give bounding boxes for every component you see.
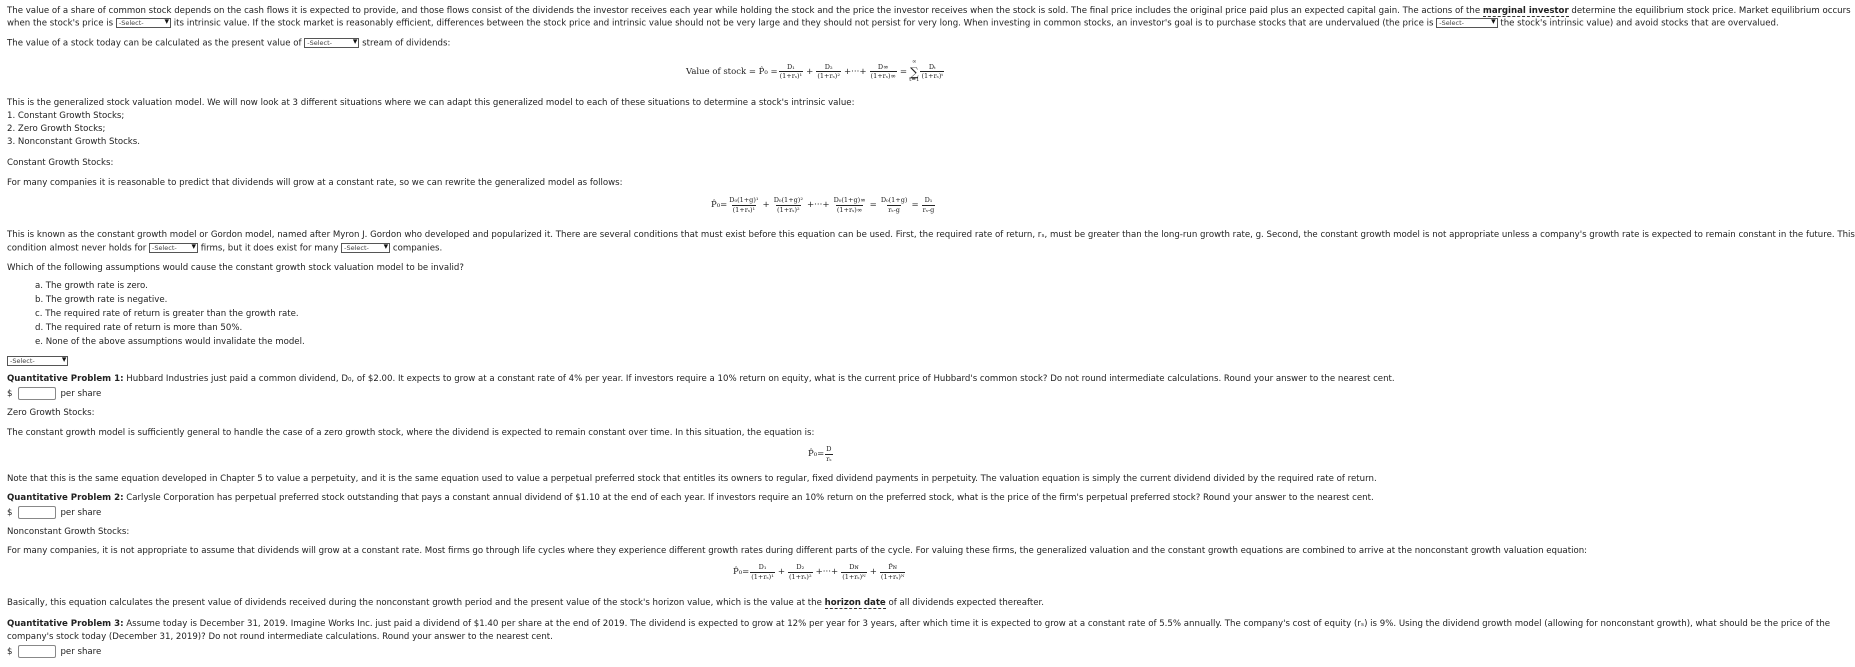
intro-text: the stock's intrinsic value) and avoid stocks that are overvalued.	[1500, 18, 1779, 29]
q1-text: Hubbard Industries just paid a common dividend, D₀, of $2.00. It expects to grow at a constant rate of 4% per year. If investors require a 10% return on equity, what is the current price of Hubbard's common stock? Do not round intermediate calculations. Round your answer to the nearest cent.	[126, 374, 1395, 384]
nonconstant-growth-formula: P̂₀= $\frac{\text{D₁}}{\text{(1+rₛ)¹}}$ + $\frac{\text{D₂}}{\text{(1+rₛ)²}}$ +···+ $\frac{\text{Dɴ}}{\text{(1+rₛ)ᴺ}}$ + $\frac{\text{P̂ɴ}}{\text{(1+rₛ)ᴺ}}$	[733, 563, 905, 581]
q3-text: Assume today is December 31, 2019. Imagine Works Inc. just paid a dividend of $1.40 per share at the end of 2019. The dividend is expected to grow at 12% per year for 3 years, after which time it is expected to grow at a constant rate of 5.5% annually. The company's cost of equity (rₛ) is 9%. Using the dividend growth model (allowing for nonconstant growth), what should be the price of the	[126, 619, 1831, 629]
zero-growth-heading: Zero Growth Stocks:	[7, 408, 95, 418]
firm-type-select-2[interactable]: -Select- ▾	[341, 243, 390, 253]
sigma-symbol: ∞ ∑ t=1	[909, 59, 920, 83]
chevron-down-icon: ▾	[164, 17, 170, 27]
fraction: $\frac{\text{D₁}}{\text{(1+rₛ)¹}}$	[779, 62, 803, 80]
fraction: $\frac{\text{D₁}}{\text{rₛ-g}}$	[922, 196, 935, 214]
formula-label: Value of stock = P̂₀ =	[686, 66, 778, 77]
intro-line-2	[7, 18, 1779, 29]
fraction: $\frac{\text{Dₜ}}{\text{(1+rₛ)ᵗ}}$	[921, 62, 944, 80]
zero-growth-intro: The constant growth model is sufficiently general to handle the case of a zero growth stock, where the dividend is expected to remain constant over time. In this situation, the equation is:	[7, 428, 815, 438]
answer-option: e. None of the above assumptions would invalidate the model.	[35, 337, 305, 347]
unit-label: per share	[60, 507, 102, 518]
list-item: 2. Zero Growth Stocks;	[7, 124, 106, 134]
q2-label: Quantitative Problem 2:	[7, 493, 124, 503]
intro-text: The value of a share of common stock depends on the cash flows it is expected to provide, and those flows consist of the dividends the investor receives each year while holding the stock and the price the investor receives when the stock is sold. The final price includes the original price paid plus an expected capital gain. The actions of the	[7, 6, 1481, 16]
fraction: $\frac{\text{D₀(1+g)¹}}{\text{(1+rₛ)¹}}$	[729, 196, 759, 214]
nonconstant-growth-intro: For many companies, it is not appropriate to assume that dividends will grow at a constant rate. Most firms go through life cycles where they experience different growth rates during different parts of the cycle. For valuing these firms, the generalized valuation and the constant growth equations are combined to arrive at the nonconstant growth valuation equation:	[7, 546, 1588, 556]
constant-growth-heading: Constant Growth Stocks:	[7, 158, 114, 168]
fraction: $\frac{\text{D₂}}{\text{(1+rₛ)²}}$	[817, 62, 840, 80]
answer-select[interactable]: -Select- ▾	[7, 356, 68, 366]
chevron-down-icon: ▾	[352, 37, 358, 47]
gordon-text: This is known as the constant growth model or Gordon model, named after Myron J. Gordon who developed and popularized it. There are several conditions that must exist before this equation can be used. First, the required rate of return, rₛ, must be greater than the long-run growth rate, g. Second, the constant growth model is not appropriate unless a company's growth rate is expected to remain constant in the future. This	[7, 230, 1855, 240]
price-vs-value-select[interactable]: -Select- ▾	[116, 18, 171, 28]
gordon-line-2	[7, 243, 442, 254]
q3-answer-row	[7, 645, 101, 658]
currency-symbol: $	[7, 646, 13, 657]
zero-growth-note: Note that this is the same equation developed in Chapter 5 to value a perpetuity, and it is the same equation used to value a perpetual preferred stock that entitles its owners to regular, fixed dividend payments in perpetuity. The valuation equation is simply the current dividend divided by the required rate of return.	[7, 474, 1377, 484]
firm-type-select-1[interactable]: -Select- ▾	[149, 243, 198, 253]
constant-growth-intro: For many companies it is reasonable to predict that dividends will grow at a constant rate, so we can rewrite the generalized model as follows:	[7, 178, 623, 188]
intro-text: its intrinsic value. If the stock market is reasonably efficient, differences between the stock price and intrinsic value should not be very large and they should not persist for very long. When investing in common stocks, an investor's goal is to purchase stocks that are undervalued (the price is	[173, 18, 1434, 29]
basically-row	[7, 598, 1044, 608]
pv-line	[7, 38, 450, 49]
list-item: 3. Nonconstant Growth Stocks.	[7, 137, 140, 147]
gordon-text: companies.	[392, 243, 443, 254]
chevron-down-icon: ▾	[1491, 17, 1496, 27]
fraction: $\frac{\text{D₁}}{\text{(1+rₛ)¹}}$	[751, 563, 774, 581]
intro-text: determine the equilibrium stock price. Market equilibrium occurs	[1571, 6, 1851, 16]
fraction: $\frac{\text{D₀(1+g)∞}}{\text{(1+rₛ)∞}}$	[833, 196, 866, 214]
horizon-date-term[interactable]: horizon date	[824, 598, 886, 608]
answer-select-row	[7, 356, 68, 367]
q2-price-input[interactable]	[18, 506, 56, 519]
unit-label: per share	[60, 646, 102, 657]
fraction: $\frac{\text{D₀(1+g)}}{\text{rₛ-g}}$	[880, 196, 908, 214]
fraction: $\frac{\text{Dɴ}}{\text{(1+rₛ)ᴺ}}$	[842, 563, 866, 581]
fraction: $\frac{\text{P̂ɴ}}{\text{(1+rₛ)ᴺ}}$	[880, 563, 905, 581]
gordon-text: condition almost never holds for	[7, 243, 147, 254]
q1-text-row	[7, 374, 1395, 384]
currency-symbol: $	[7, 507, 13, 518]
chevron-down-icon: ▾	[383, 242, 389, 252]
answer-option: d. The required rate of return is more than 50%.	[35, 323, 243, 333]
gordon-text: firms, but it does exist for many	[200, 243, 339, 254]
currency-symbol: $	[7, 388, 13, 399]
fraction: $\frac{\text{D₂}}{\text{(1+rₛ)²}}$	[789, 563, 812, 581]
q3-price-input[interactable]	[18, 645, 56, 658]
fraction: $\frac{D}{\text{rₛ}}$	[826, 445, 832, 463]
fraction: $\frac{D\infty}{\text{(1+rₛ)∞}}$	[870, 62, 896, 80]
question-text: Which of the following assumptions would cause the constant growth stock valuation model to be invalid?	[7, 263, 464, 273]
unit-label: per share	[60, 388, 102, 399]
generalized-valuation-formula: Value of stock = P̂₀ = $\frac{\text{D₁}}{\text{(1+rₛ)¹}}$ + $\frac{\text{D₂}}{\text{(1+rₛ)²}}$ +···+ $\frac{D\infty}{\text{(1+rₛ)∞}}$ = ∞ ∑ t=1 $\frac{\text{Dₜ}}{\text{(1+rₛ)ᵗ}}$	[686, 59, 944, 83]
undervalued-select[interactable]: -Select- ▾	[1436, 18, 1497, 28]
q3-text: company's stock today (December 31, 2019)? Do not round intermediate calculations. Round your answer to the nearest cent.	[7, 632, 553, 642]
q1-price-input[interactable]	[18, 387, 56, 400]
list-item: 1. Constant Growth Stocks;	[7, 111, 125, 121]
q2-answer-row	[7, 506, 101, 519]
q1-answer-row	[7, 387, 101, 400]
q3-label: Quantitative Problem 3:	[7, 619, 124, 629]
dividend-stream-select[interactable]: -Select- ▾	[304, 38, 359, 48]
generalized-intro: This is the generalized stock valuation model. We will now look at 3 different situations where we can adapt this generalized model to each of these situations to determine a stock's intrinsic value:	[7, 98, 855, 108]
q2-text: Carlysle Corporation has perpetual preferred stock outstanding that pays a constant annual dividend of $1.10 at the end of each year. If investors require an 10% return on the preferred stock, what is the price of the firm's perpetual preferred stock? Round your answer to the nearest cent.	[126, 493, 1374, 503]
intro-line-1	[7, 6, 1851, 16]
basically-text: Basically, this equation calculates the present value of dividends received during the nonconstant growth period and the present value of the stock's horizon value, which is the value at the	[7, 598, 822, 608]
intro-text: when the stock's price is	[7, 18, 114, 29]
zero-growth-formula: P̂₀= $\frac{D}{\text{rₛ}}$	[808, 445, 832, 463]
answer-option: b. The growth rate is negative.	[35, 295, 168, 305]
fraction: $\frac{\text{D₀(1+g)²}}{\text{(1+rₛ)²}}$	[773, 196, 803, 214]
pv-text: stream of dividends:	[362, 38, 451, 49]
marginal-investor-term[interactable]: marginal investor	[1482, 6, 1569, 16]
q2-text-row	[7, 493, 1374, 503]
q3-text-row	[7, 619, 1830, 629]
nonconstant-growth-heading: Nonconstant Growth Stocks:	[7, 527, 130, 537]
constant-growth-formula: P̂₀= $\frac{\text{D₀(1+g)¹}}{\text{(1+rₛ)¹}}$ + $\frac{\text{D₀(1+g)²}}{\text{(1+rₛ)²}}$ +···+ $\frac{\text{D₀(1+g)∞}}{\text{(1+rₛ)∞}}$ = $\frac{\text{D₀(1+g)}}{\text{rₛ-g}}$ = $\frac{\text{D₁}}{\text{rₛ-g}}$	[711, 196, 935, 214]
basically-text: of all dividends expected thereafter.	[888, 598, 1044, 608]
chevron-down-icon: ▾	[191, 242, 196, 252]
answer-option: a. The growth rate is zero.	[35, 281, 148, 291]
chevron-down-icon: ▾	[61, 355, 67, 365]
pv-text: The value of a stock today can be calculated as the present value of	[7, 38, 302, 49]
q1-label: Quantitative Problem 1:	[7, 374, 124, 384]
answer-option: c. The required rate of return is greater than the growth rate.	[35, 309, 299, 319]
